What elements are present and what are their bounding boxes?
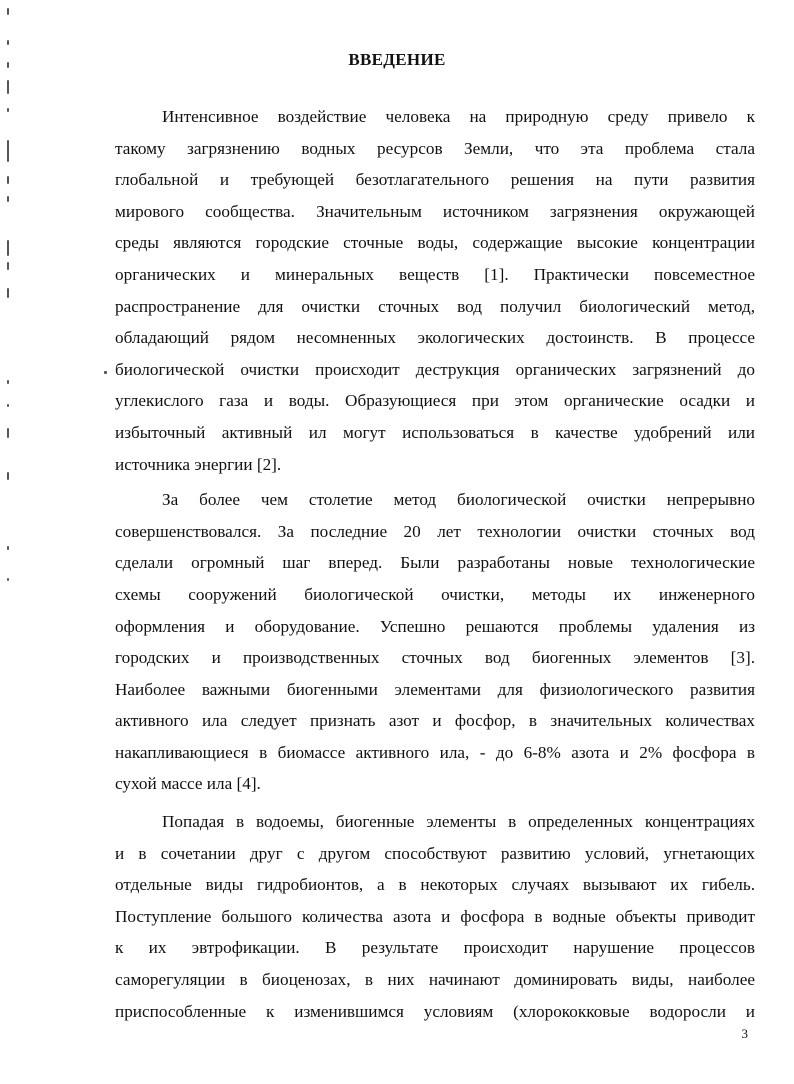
text-line: За более чем столетие метод биологической очистки непрерывно <box>162 490 755 510</box>
text-line: к их эвтрофикации. В результате происходит нарушение процессов <box>115 938 755 958</box>
scan-mark <box>7 578 9 581</box>
scan-mark <box>104 371 107 374</box>
text-line: среды являются городские сточные воды, содержащие высокие концентрации <box>115 233 755 253</box>
scan-mark <box>7 288 9 298</box>
text-line: мирового сообщества. Значительным источником загрязнения окружающей <box>115 201 755 221</box>
text-line: сухой массе ила [4]. <box>115 774 261 794</box>
text-line: городских и производственных сточных вод биогенных элементов [3]. <box>115 648 755 668</box>
scan-mark <box>7 404 9 407</box>
text-line: Интенсивное воздействие человека на природную среду привело к <box>162 107 755 126</box>
text-line: накапливающиеся в биомассе активного ила, - до 6-8% азота и 2% фосфора в <box>115 742 755 762</box>
scan-mark <box>7 196 9 202</box>
scan-mark <box>7 472 9 480</box>
scan-mark <box>7 546 9 550</box>
text-line: Поступление большого количества азота и фосфора в водные объекты приводит <box>115 906 755 926</box>
text-line: распространение для очистки сточных вод получил биологический метод, <box>115 296 755 316</box>
scan-mark <box>7 380 9 384</box>
text-line: Попадая в водоемы, биогенные элементы в определенных концентрациях <box>162 812 755 832</box>
body-text <box>115 101 755 1027</box>
scan-mark <box>7 240 9 256</box>
scan-mark <box>7 428 9 438</box>
text-line: активного ила следует признать азот и фосфор, в значительных количествах <box>115 711 755 731</box>
text-line: обладающий рядом несомненных экологических достоинств. В процессе <box>115 328 755 348</box>
page-number: 3 <box>741 1026 748 1041</box>
text-line: углекислого газа и воды. Образующиеся при этом органические осадки и <box>115 391 755 411</box>
paragraph <box>115 806 755 1027</box>
text-line: Наиболее важными биогенными элементами для физиологического развития <box>115 679 755 699</box>
text-line: органических и минеральных веществ [1]. Практически повсеместное <box>115 264 755 284</box>
scan-mark <box>7 176 9 184</box>
text-line: приспособленные к изменившимся условиям (хлорококковые водоросли и <box>115 1001 755 1021</box>
scan-mark <box>7 40 9 45</box>
text-line: источника энергии [2]. <box>115 454 282 474</box>
text-line: оформления и оборудование. Успешно решаются проблемы удаления из <box>115 616 755 636</box>
text-line: глобальной и требующей безотлагательного решения на пути развития <box>115 170 755 190</box>
scan-mark <box>7 80 9 94</box>
paragraph <box>115 484 755 800</box>
text-line: отдельные виды гидробионтов, а в некоторых случаях вызывают их гибель. <box>115 875 755 895</box>
text-line: и в сочетании друг с другом способствуют развитию условий, угнетающих <box>115 843 755 863</box>
scan-mark <box>7 262 9 270</box>
text-line: схемы сооружений биологической очистки, методы их инженерного <box>115 584 755 604</box>
paragraph <box>115 101 755 480</box>
text-line: сделали огромный шаг вперед. Были разработаны новые технологические <box>115 553 755 573</box>
text-line: избыточный активный ил могут использоваться в качестве удобрений или <box>115 422 755 442</box>
scan-mark <box>7 108 9 112</box>
scan-mark <box>7 140 9 162</box>
text-line: такому загрязнению водных ресурсов Земли, что эта проблема стала <box>115 138 755 158</box>
text-line: биологической очистки происходит деструкция органических загрязнений до <box>115 359 755 379</box>
page-title: ВВЕДЕНИЕ <box>348 50 446 69</box>
text-line: саморегуляции в биоценозах, в них начинают доминировать виды, наиболее <box>115 970 755 990</box>
scan-mark <box>7 8 9 15</box>
text-line: совершенствовался. За последние 20 лет технологии очистки сточных вод <box>115 521 755 541</box>
